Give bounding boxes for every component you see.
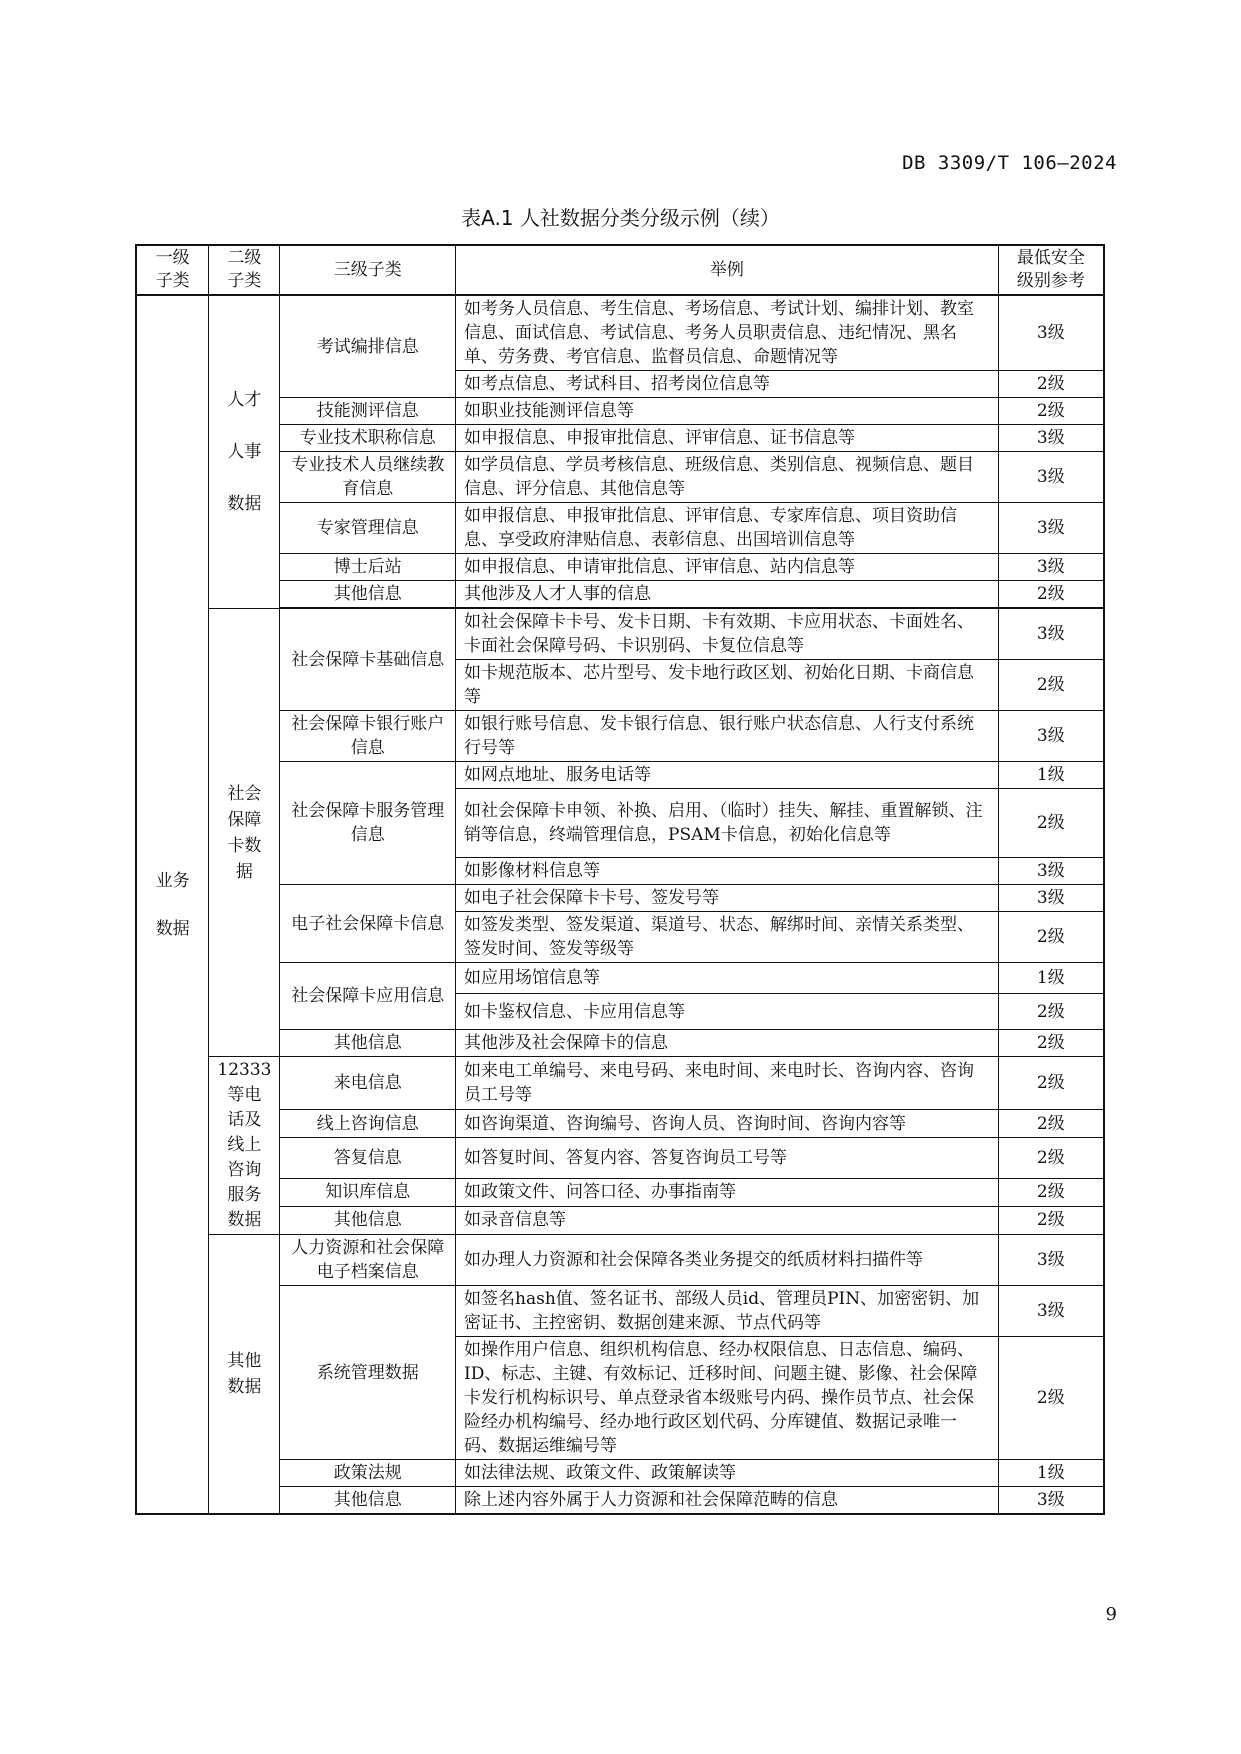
- table-row: [136, 398, 1104, 425]
- example-cell: 如影像材料信息等: [456, 858, 999, 885]
- table-row: [136, 295, 1104, 371]
- level-cell: 3级: [998, 503, 1104, 554]
- level-cell: 2级: [998, 1138, 1104, 1179]
- level3-cell: 博士后站: [280, 554, 456, 581]
- level2-cell: 社会 保障 卡数 据: [209, 609, 280, 1057]
- example-cell: 如网点地址、服务电话等: [456, 762, 999, 789]
- level-cell: 3级: [998, 609, 1104, 660]
- example-cell: 如电子社会保障卡卡号、签发号等: [456, 885, 999, 912]
- table-row: [136, 1206, 1104, 1234]
- level-cell: 3级: [998, 554, 1104, 581]
- level-cell: 3级: [998, 885, 1104, 912]
- table-row: [136, 1286, 1104, 1337]
- table-row: [136, 1487, 1104, 1515]
- example-cell: 如法律法规、政策文件、政策解读等: [456, 1460, 999, 1487]
- level3-cell: 考试编排信息: [280, 295, 456, 398]
- example-cell: 如应用场馆信息等: [456, 963, 999, 994]
- level3-cell: 政策法规: [280, 1460, 456, 1487]
- table-row: [136, 1110, 1104, 1138]
- table-row: [136, 1235, 1104, 1286]
- table-row: [136, 1057, 1104, 1110]
- level-cell: 3级: [998, 1487, 1104, 1515]
- example-cell: 如社会保障卡卡号、发卡日期、卡有效期、卡应用状态、卡面姓名、卡面社会保障号码、卡识别码、卡复位信息等: [456, 609, 999, 660]
- level3-cell: 社会保障卡基础信息: [280, 609, 456, 711]
- level-cell: 3级: [998, 711, 1104, 762]
- level-cell: 2级: [998, 1057, 1104, 1110]
- level-cell: 3级: [998, 1235, 1104, 1286]
- level-cell: 1级: [998, 1460, 1104, 1487]
- example-cell: 其他涉及人才人事的信息: [456, 581, 999, 608]
- level-cell: 2级: [998, 581, 1104, 608]
- level3-cell: 人力资源和社会保障电子档案信息: [280, 1235, 456, 1286]
- level3-cell: 专家管理信息: [280, 503, 456, 554]
- level-cell: 2级: [998, 1206, 1104, 1234]
- level-cell: 2级: [998, 1178, 1104, 1206]
- example-cell: 如来电工单编号、来电号码、来电时间、来电时长、咨询内容、咨询员工号等: [456, 1057, 999, 1110]
- example-cell: 如答复时间、答复内容、答复咨询员工号等: [456, 1138, 999, 1179]
- example-cell: 如考点信息、考试科目、招考岗位信息等: [456, 371, 999, 398]
- level3-cell: 其他信息: [280, 1206, 456, 1234]
- example-cell: 如卡规范版本、芯片型号、发卡地行政区划、初始化日期、卡商信息等: [456, 660, 999, 711]
- example-cell: 如学员信息、学员考核信息、班级信息、类别信息、视频信息、题目信息、评分信息、其他信息等: [456, 452, 999, 503]
- level-cell: 3级: [998, 425, 1104, 452]
- header-examples: 举例: [456, 245, 999, 295]
- level3-cell: 其他信息: [280, 1487, 456, 1515]
- level3-cell: 社会保障卡银行账户信息: [280, 711, 456, 762]
- level3-cell: 专业技术人员继续教育信息: [280, 452, 456, 503]
- level-cell: 2级: [998, 1337, 1104, 1460]
- level-cell: 2级: [998, 1110, 1104, 1138]
- level3-cell: 线上咨询信息: [280, 1110, 456, 1138]
- level3-cell: 其他信息: [280, 1030, 456, 1057]
- level-cell: 3级: [998, 1286, 1104, 1337]
- example-cell: 其他涉及社会保障卡的信息: [456, 1030, 999, 1057]
- level-cell: 3级: [998, 452, 1104, 503]
- example-cell: 如录音信息等: [456, 1206, 999, 1234]
- level3-cell: 专业技术职称信息: [280, 425, 456, 452]
- example-cell: 如咨询渠道、咨询编号、咨询人员、咨询时间、咨询内容等: [456, 1110, 999, 1138]
- table-row: [136, 1178, 1104, 1206]
- classification-table: [135, 244, 1105, 1515]
- table-row: [136, 1460, 1104, 1487]
- page-number: 9: [1105, 1604, 1117, 1625]
- level-cell: 3级: [998, 295, 1104, 371]
- level-cell: 3级: [998, 858, 1104, 885]
- header-security-level: 最低安全 级别参考: [998, 245, 1104, 295]
- level3-cell: 知识库信息: [280, 1178, 456, 1206]
- level-cell: 1级: [998, 762, 1104, 789]
- level-cell: 2级: [998, 398, 1104, 425]
- table-row: [136, 554, 1104, 581]
- example-cell: 如办理人力资源和社会保障各类业务提交的纸质材料扫描件等: [456, 1235, 999, 1286]
- example-cell: 如申报信息、申报审批信息、评审信息、专家库信息、项目资助信息、享受政府津贴信息、表彰信息、出国培训信息等: [456, 503, 999, 554]
- level2-cell: 其他 数据: [209, 1235, 280, 1515]
- level-cell: 2级: [998, 660, 1104, 711]
- level3-cell: 答复信息: [280, 1138, 456, 1179]
- example-cell: 如申报信息、申报审批信息、评审信息、证书信息等: [456, 425, 999, 452]
- header-level1: 一级 子类: [136, 245, 209, 295]
- example-cell: 如社会保障卡申领、补换、启用、（临时）挂失、解挂、重置解锁、注销等信息，终端管理信息，PSAM卡信息，初始化信息等: [456, 789, 999, 858]
- table-row: [136, 963, 1104, 994]
- example-cell: 如操作用户信息、组织机构信息、经办权限信息、日志信息、编码、ID、标志、主键、有效标记、迁移时间、问题主键、影像、社会保障卡发行机构标识号、单点登录省本级账号内码、操作员节点、社会保险经办机构编号、经办地行政区划代码、分库键值、数据记录唯一码、数据运维编号等: [456, 1337, 999, 1460]
- example-cell: 如考务人员信息、考生信息、考场信息、考试计划、编排计划、教室信息、面试信息、考试信息、考务人员职责信息、违纪情况、黑名单、劳务费、考官信息、监督员信息、命题情况等: [456, 295, 999, 371]
- example-cell: 如申报信息、申请审批信息、评审信息、站内信息等: [456, 554, 999, 581]
- level3-cell: 社会保障卡应用信息: [280, 963, 456, 1030]
- table-row: [136, 581, 1104, 608]
- table-row: [136, 452, 1104, 503]
- table-row: [136, 1138, 1104, 1179]
- level-cell: 1级: [998, 963, 1104, 994]
- level2-cell: 人才 人事 数据: [209, 295, 280, 609]
- table-title: 表A.1 人社数据分类分级示例（续）: [461, 206, 780, 230]
- table-row: [136, 885, 1104, 912]
- header-level2: 二级 子类: [209, 245, 280, 295]
- example-cell: 如签发类型、签发渠道、渠道号、状态、解绑时间、亲情关系类型、签发时间、签发等级等: [456, 912, 999, 963]
- table-row: [136, 609, 1104, 660]
- table-row: [136, 1030, 1104, 1057]
- header-level3: 三级子类: [280, 245, 456, 295]
- example-cell: 如卡鉴权信息、卡应用信息等: [456, 994, 999, 1030]
- table-row: [136, 503, 1104, 554]
- level3-cell: 其他信息: [280, 581, 456, 608]
- example-cell: 如政策文件、问答口径、办事指南等: [456, 1178, 999, 1206]
- level-cell: 2级: [998, 789, 1104, 858]
- level2-cell: 12333 等电 话及 线上 咨询 服务 数据: [209, 1057, 280, 1235]
- header-row: [136, 245, 1104, 295]
- example-cell: 如签名hash值、签名证书、部级人员id、管理员PIN、加密密钥、加密证书、主控密钥、数据创建来源、节点代码等: [456, 1286, 999, 1337]
- example-cell: 如职业技能测评信息等: [456, 398, 999, 425]
- level-cell: 2级: [998, 912, 1104, 963]
- level3-cell: 来电信息: [280, 1057, 456, 1110]
- level3-cell: 系统管理数据: [280, 1286, 456, 1460]
- level-cell: 2级: [998, 1030, 1104, 1057]
- level-cell: 2级: [998, 371, 1104, 398]
- level-cell: 2级: [998, 994, 1104, 1030]
- level1-cell: 业务 数据: [136, 295, 209, 1514]
- level3-cell: 技能测评信息: [280, 398, 456, 425]
- table-row: [136, 762, 1104, 789]
- level3-cell: 社会保障卡服务管理信息: [280, 762, 456, 885]
- example-cell: 除上述内容外属于人力资源和社会保障范畴的信息: [456, 1487, 999, 1515]
- example-cell: 如银行账号信息、发卡银行信息、银行账户状态信息、人行支付系统行号等: [456, 711, 999, 762]
- table-row: [136, 711, 1104, 762]
- table-row: [136, 425, 1104, 452]
- level3-cell: 电子社会保障卡信息: [280, 885, 456, 963]
- document-code: DB 3309/T 106—2024: [902, 152, 1117, 174]
